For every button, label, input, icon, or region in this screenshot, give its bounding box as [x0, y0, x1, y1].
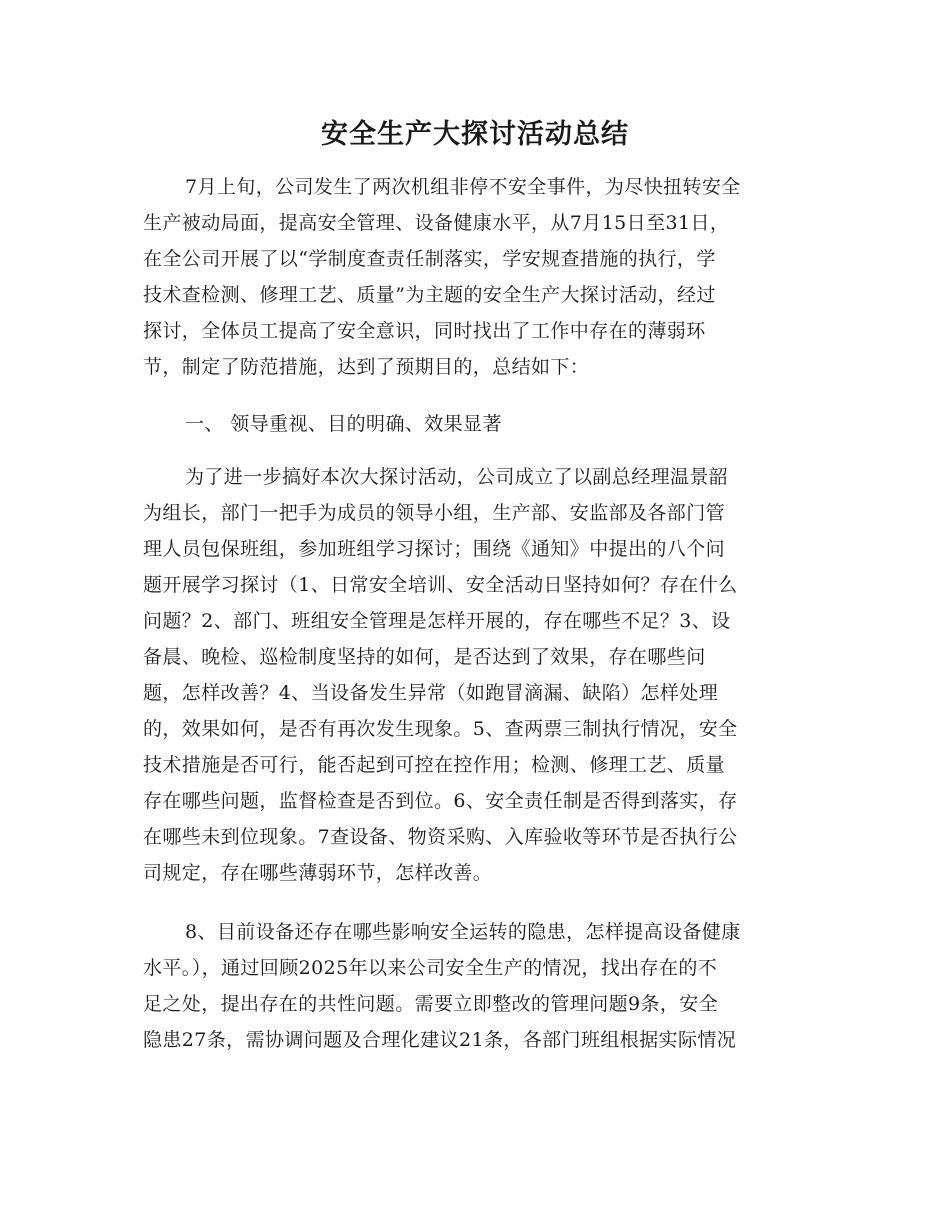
paragraph-2-line-2: 为组长，部门一把手为成员的领导小组，生产部、安监部及各部门管 — [143, 502, 726, 524]
paragraph-2-line-9: 技术措施是否可行，能否起到可控在控作用；检测、修理工艺、质量 — [143, 754, 726, 776]
paragraph-1-line-2: 生产被动局面，提高安全管理、设备健康水平，从7月15日至31日， — [143, 212, 730, 234]
paragraph-2-line-10: 存在哪些问题，监督检查是否到位。6、安全责任制是否得到落实，存 — [143, 790, 738, 812]
paragraph-3-line-2: 水平。），通过回顾2025年以来公司安全生产的情况，找出存在的不 — [143, 957, 718, 979]
paragraph-3-line-3: 足之处，提出存在的共性问题。需要立即整改的管理问题9条，安全 — [143, 993, 719, 1015]
paragraph-3-line-1: 8、目前设备还存在哪些影响安全运转的隐患，怎样提高设备健康 — [185, 921, 741, 943]
paragraph-2-line-4: 题开展学习探讨（1、日常安全培训、安全活动日坚持如何？存在什么 — [143, 574, 738, 596]
paragraph-1-line-5: 探讨，全体员工提高了安全意识，同时找出了工作中存在的薄弱环 — [143, 320, 706, 342]
document-title: 安全生产大探讨活动总结 — [321, 119, 629, 150]
paragraph-2-line-11: 在哪些未到位现象。7查设备、物资采购、入库验收等环节是否执行公 — [143, 826, 738, 848]
paragraph-2-line-12: 司规定，存在哪些薄弱环节，怎样改善。 — [143, 862, 493, 884]
paragraph-2-line-3: 理人员包保班组，参加班组学习探讨；围绕《通知》中提出的八个问 — [143, 538, 726, 560]
paragraph-2-line-5: 问题？2、部门、班组安全管理是怎样开展的，存在哪些不足？3、设 — [143, 610, 731, 632]
paragraph-1-line-4: 技术查检测、修理工艺、质量”为主题的安全生产大探讨活动，经过 — [143, 284, 716, 306]
paragraph-1-line-6: 节，制定了防范措施，达到了预期目的，总结如下： — [143, 356, 590, 378]
paragraph-1-line-1: 7月上旬，公司发生了两次机组非停不安全事件，为尽快扭转安全 — [185, 176, 741, 198]
paragraph-2-line-8: 的，效果如何，是否有再次发生现象。5、查两票三制执行情况，安全 — [143, 718, 738, 740]
paragraph-2-line-7: 题，怎样改善？4、当设备发生异常（如跑冒滴漏、缺陷）怎样处理 — [143, 682, 719, 704]
paragraph-1-line-3: 在全公司开展了以“学制度查责任制落实，学安规查措施的执行，学 — [143, 248, 716, 270]
paragraph-2-line-1: 为了进一步搞好本次大探讨活动，公司成立了以副总经理温景韶 — [185, 466, 729, 488]
paragraph-2-line-6: 备晨、晚检、巡检制度坚持的如何，是否达到了效果，存在哪些问 — [143, 646, 706, 668]
paragraph-3-line-4: 隐患27条，需协调问题及合理化建议21条，各部门班组根据实际情况 — [143, 1029, 737, 1051]
section-heading: 一、 领导重视、目的明确、效果显著 — [185, 413, 502, 435]
